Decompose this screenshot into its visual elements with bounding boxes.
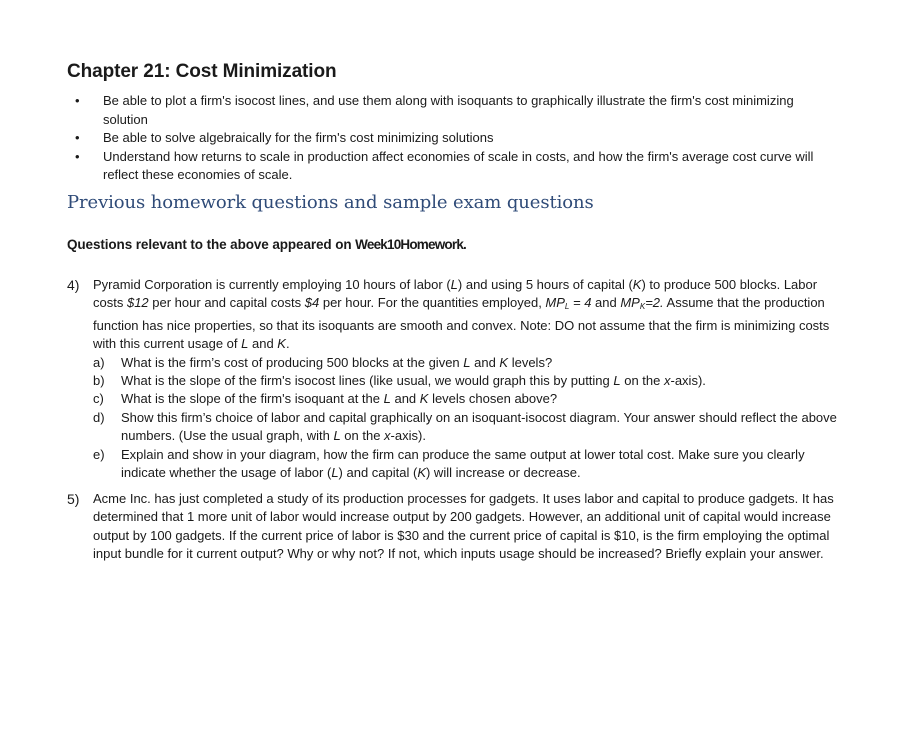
- section-heading: Previous homework questions and sample exam questions: [67, 192, 594, 213]
- mpk-symbol: [620, 295, 663, 310]
- objective-item: [67, 148, 827, 185]
- variable-symbol: K: [499, 354, 509, 370]
- subpart-text-segment: ) and capital (: [338, 465, 418, 481]
- subpart-text-segment: on the: [620, 373, 664, 389]
- subpart-text-segment: on the: [340, 428, 385, 444]
- question-number: 5): [67, 491, 80, 507]
- variable-symbol: x: [664, 373, 671, 389]
- capital-cost: $4: [304, 295, 320, 311]
- labor-cost: $12: [126, 295, 149, 311]
- subpart-item: [93, 354, 837, 372]
- subpart-text: [121, 373, 706, 388]
- subpart-label: e): [93, 446, 105, 462]
- subpart-label: d): [93, 409, 105, 425]
- homework-reference: Week10Homework.: [355, 237, 466, 252]
- mpl-value: = 4: [569, 295, 592, 311]
- subpart-text: [121, 447, 805, 480]
- variable-symbol: x: [384, 428, 391, 444]
- question-body: [93, 276, 837, 482]
- relevant-homework-line: [67, 237, 466, 252]
- subpart-text-segment: Explain and show in your diagram, how the firm can produce the same output at lower total cost. Make sure you clearly indicate whether the usage of labor (: [121, 446, 805, 481]
- intro-text: per hour. For the quantities employed,: [319, 295, 546, 311]
- bullet-icon: •: [75, 148, 80, 164]
- mpl-symbol: [545, 295, 591, 310]
- variable-symbol: K: [417, 465, 426, 481]
- intro-text: and: [591, 295, 621, 311]
- subpart-item: [93, 409, 837, 446]
- subpart-text-segment: levels?: [508, 354, 553, 370]
- intro-text: Assume that the production function has nice properties, so that its isoquants are smooth and convex. Note: DO not assume that the firm is minimizing costs with this current usage of: [93, 295, 830, 352]
- capital-symbol: K: [632, 277, 642, 292]
- subpart-item: [93, 390, 837, 408]
- subpart-text-segment: -axis).: [670, 373, 706, 389]
- variable-symbol: L: [463, 354, 471, 370]
- subpart-label: c): [93, 391, 104, 407]
- bullet-icon: •: [75, 130, 80, 145]
- intro-text: ) to produce 500 blocks. Labor costs: [93, 277, 818, 311]
- question-intro: [93, 276, 837, 354]
- subpart-text-segment: levels chosen above?: [428, 391, 558, 407]
- mpk-subscript: K: [639, 302, 646, 312]
- question-5: [67, 490, 837, 564]
- capital-symbol: K: [277, 336, 286, 352]
- relevant-prefix: Questions relevant to the above appeared on: [67, 237, 356, 252]
- subpart-item: [93, 372, 837, 390]
- subpart-label: a): [93, 354, 105, 370]
- variable-symbol: L: [333, 428, 341, 444]
- intro-text: ) and using 5 hours of capital (: [457, 277, 633, 292]
- subpart-text-segment: and: [470, 354, 500, 370]
- intro-text: Pyramid Corporation is currently employing 10 hours of labor (: [93, 277, 451, 292]
- chapter-title: Chapter 21: Cost Minimization: [67, 61, 337, 82]
- question-4: [67, 276, 837, 482]
- labor-symbol: L: [450, 277, 458, 292]
- learning-objectives-list: [67, 92, 827, 185]
- subpart-text-segment: What is the firm’s cost of producing 500 blocks at the given: [121, 354, 464, 370]
- subpart-text-segment: ) will increase or decrease.: [425, 465, 581, 481]
- objective-text: Be able to plot a firm's isocost lines, and use them along with isoquants to graphically illustrate the firm's cost minimizing solution: [103, 93, 794, 127]
- variable-symbol: K: [419, 391, 429, 407]
- mpl-base: MP: [545, 295, 565, 311]
- subpart-text-segment: Show this firm’s choice of labor and capital graphically on an isoquant-isocost diagram. Your answer should reflect the above numbers. (Use the usual graph, with: [121, 409, 837, 444]
- question-number: 4): [67, 277, 80, 293]
- intro-text: and: [248, 336, 278, 352]
- mpl-subscript: L: [564, 302, 570, 312]
- subpart-text: [121, 355, 552, 370]
- subpart-item: [93, 446, 837, 483]
- question-body: Acme Inc. has just completed a study of its production processes for gadgets. It uses labor and capital to produce gadgets. It has determined that 1 more unit of labor would increase output by 200 gadgets. However, an additional unit of capital would increase output by 100 gadgets. If the current price of labor is $30 and the current price of capital is $10, is the firm employing the optimal input bundle for it current output? Why or why not? If not, which inputs usage should be increased? Briefly explain your answer.: [93, 491, 834, 562]
- variable-symbol: L: [613, 373, 621, 389]
- objective-text: Understand how returns to scale in production affect economies of scale in costs, and how the firm's average cost curve will reflect these economies of scale.: [103, 148, 814, 182]
- labor-symbol: L: [241, 336, 249, 352]
- subpart-text-segment: -axis).: [390, 428, 426, 444]
- intro-text: .: [285, 336, 290, 352]
- intro-text: per hour and capital costs: [148, 295, 305, 311]
- subpart-text-segment: What is the slope of the firm's isoquant at the: [121, 391, 384, 407]
- mpk-base: MP: [620, 295, 640, 311]
- subpart-label: b): [93, 373, 105, 389]
- mpk-value: =2.: [645, 295, 664, 311]
- objective-text: Be able to solve algebraically for the firm's cost minimizing solutions: [103, 130, 494, 145]
- variable-symbol: L: [331, 465, 339, 481]
- subpart-text-segment: What is the slope of the firm's isocost lines (like usual, we would graph this by putting: [121, 373, 614, 389]
- objective-item: [67, 129, 827, 148]
- objective-item: [67, 92, 827, 129]
- question-4-subparts: [93, 354, 837, 483]
- subpart-text: [121, 391, 557, 406]
- subpart-text-segment: and: [390, 391, 420, 407]
- bullet-icon: •: [75, 93, 80, 108]
- subpart-text: [121, 410, 837, 443]
- variable-symbol: L: [383, 391, 391, 407]
